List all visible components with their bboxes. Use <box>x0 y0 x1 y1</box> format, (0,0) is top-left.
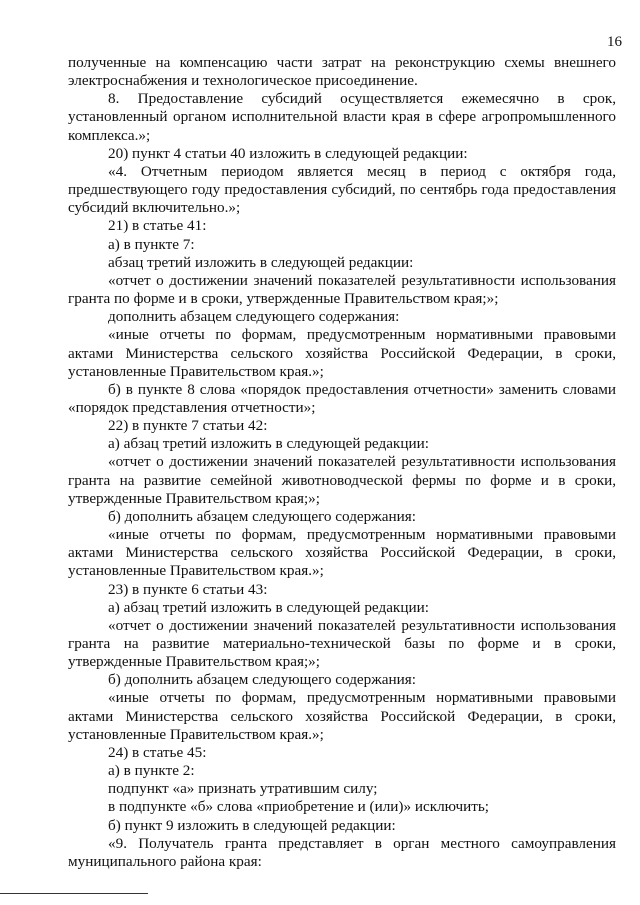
paragraph-13: а) абзац третий изложить в следующей редакции: <box>108 435 429 453</box>
paragraph-9: дополнить абзацем следующего содержания: <box>108 308 400 326</box>
paragraph-19: «отчет о достижении значений показателей результативности использования гранта на развитие материально-технической базы по форме и в сроки, утвержденные Правительством края;»; <box>68 616 616 671</box>
paragraph-27: «9. Получатель гранта представляет в орган местного самоуправления муниципального района края: <box>68 834 616 870</box>
paragraph-20: б) дополнить абзацем следующего содержания: <box>108 671 416 689</box>
paragraph-24: подпункт «а» признать утратившим силу; <box>108 780 378 798</box>
paragraph-2: 8. Предоставление субсидий осуществляется ежемесячно в срок, установленный органом исполнительной власти края в сфере агропромышленного комплекса.»; <box>68 90 616 144</box>
paragraph-10: «иные отчеты по формам, предусмотренным нормативными правовыми актами Министерства сельского хозяйства Российской Федерации, в сроки, установленные Правительством края.»; <box>68 326 616 380</box>
paragraph-15: б) дополнить абзацем следующего содержания: <box>108 507 416 525</box>
paragraph-6: а) в пункте 7: <box>108 235 195 253</box>
paragraph-12: 22) в пункте 7 статьи 42: <box>108 417 268 435</box>
footnote-separator-line <box>0 893 148 894</box>
paragraph-22: 24) в статье 45: <box>108 743 207 761</box>
page-number: 16 <box>607 34 622 50</box>
paragraph-11: б) в пункте 8 слова «порядок предоставления отчетности» заменить словами «порядок представления отчетности»; <box>68 380 616 416</box>
paragraph-16: «иные отчеты по формам, предусмотренным нормативными правовыми актами Министерства сельского хозяйства Российской Федерации, в сроки, установленные Правительством края.»; <box>68 526 616 580</box>
paragraph-7: абзац третий изложить в следующей редакции: <box>108 253 414 271</box>
paragraph-5: 21) в статье 41: <box>108 217 207 235</box>
paragraph-23: а) в пункте 2: <box>108 762 195 780</box>
paragraph-8: «отчет о достижении значений показателей результативности использования гранта по форме и в сроки, утвержденные Правительством края;»; <box>68 271 616 308</box>
paragraph-21: «иные отчеты по формам, предусмотренным нормативными правовыми актами Министерства сельского хозяйства Российской Федерации, в сроки, установленные Правительством края.»; <box>68 689 616 743</box>
paragraph-17: 23) в пункте 6 статьи 43: <box>108 580 268 598</box>
paragraph-1: полученные на компенсацию части затрат на реконструкцию схемы внешнего электроснабжения и технологическое присоединение. <box>68 54 616 90</box>
paragraph-14: «отчет о достижении значений показателей результативности использования гранта на развитие семейной животноводческой фермы по форме и в сроки, утвержденные Правительством края;»; <box>68 453 616 507</box>
paragraph-26: б) пункт 9 изложить в следующей редакции: <box>108 816 396 834</box>
document-body <box>68 54 616 871</box>
paragraph-4: «4. Отчетным периодом является месяц в период с октября года, предшествующего году предоставления субсидий, по сентябрь года предоставления субсидий включительно.»; <box>68 162 616 217</box>
paragraph-3: 20) пункт 4 статьи 40 изложить в следующей редакции: <box>108 144 468 162</box>
paragraph-18: а) абзац третий изложить в следующей редакции: <box>108 598 429 616</box>
paragraph-25: в подпункте «б» слова «приобретение и (или)» исключить; <box>108 798 489 816</box>
